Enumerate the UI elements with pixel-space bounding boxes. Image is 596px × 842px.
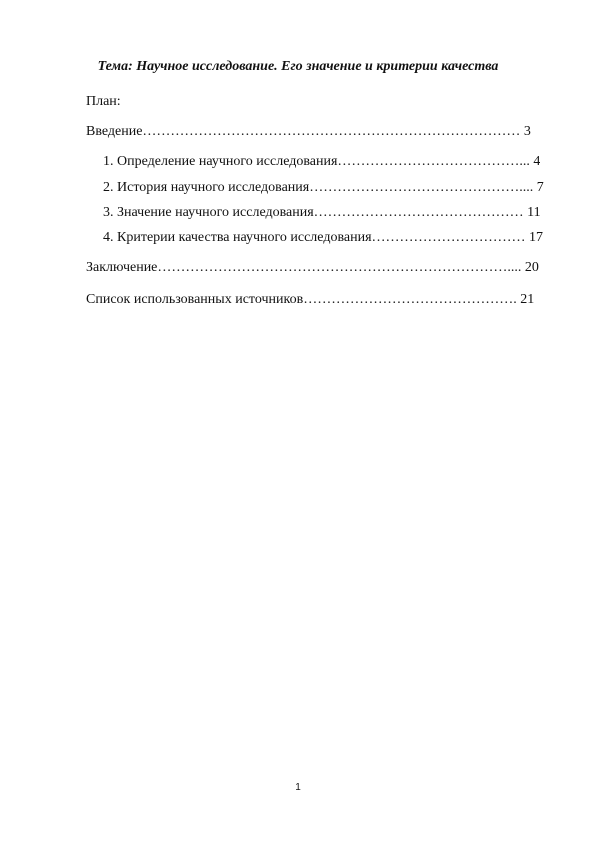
toc-entry-conclusion bbox=[86, 259, 539, 277]
document-title: Тема: Научное исследование. Его значение и критерии качества bbox=[97, 59, 499, 74]
toc-entry-section-1 bbox=[103, 153, 540, 171]
toc-entry-section-3 bbox=[103, 204, 541, 222]
plan-heading: План: bbox=[86, 94, 121, 109]
toc-entry-references bbox=[86, 291, 534, 309]
page-number: 1 bbox=[295, 782, 301, 793]
toc-entry-text: 1. Определение научного исследования…………………………………... 4 bbox=[103, 154, 541, 169]
toc-entry-text: Заключение………………………………………………………………….... 20 bbox=[86, 260, 539, 275]
toc-entry-text: Список использованных источников………………………………………. 21 bbox=[86, 292, 535, 307]
toc-entry-text: Введение……………………………………………………………………… 3 bbox=[86, 124, 531, 139]
toc-entry-text: 2. История научного исследования……………………………………….... 7 bbox=[103, 180, 544, 195]
toc-entry-section-4 bbox=[103, 229, 543, 247]
toc-entry-text: 3. Значение научного исследования……………………………………… 11 bbox=[103, 205, 541, 220]
toc-entry-introduction bbox=[86, 123, 531, 141]
toc-entry-text: 4. Критерии качества научного исследования…………………………… 17 bbox=[103, 230, 544, 245]
toc-entry-section-2 bbox=[103, 179, 544, 197]
